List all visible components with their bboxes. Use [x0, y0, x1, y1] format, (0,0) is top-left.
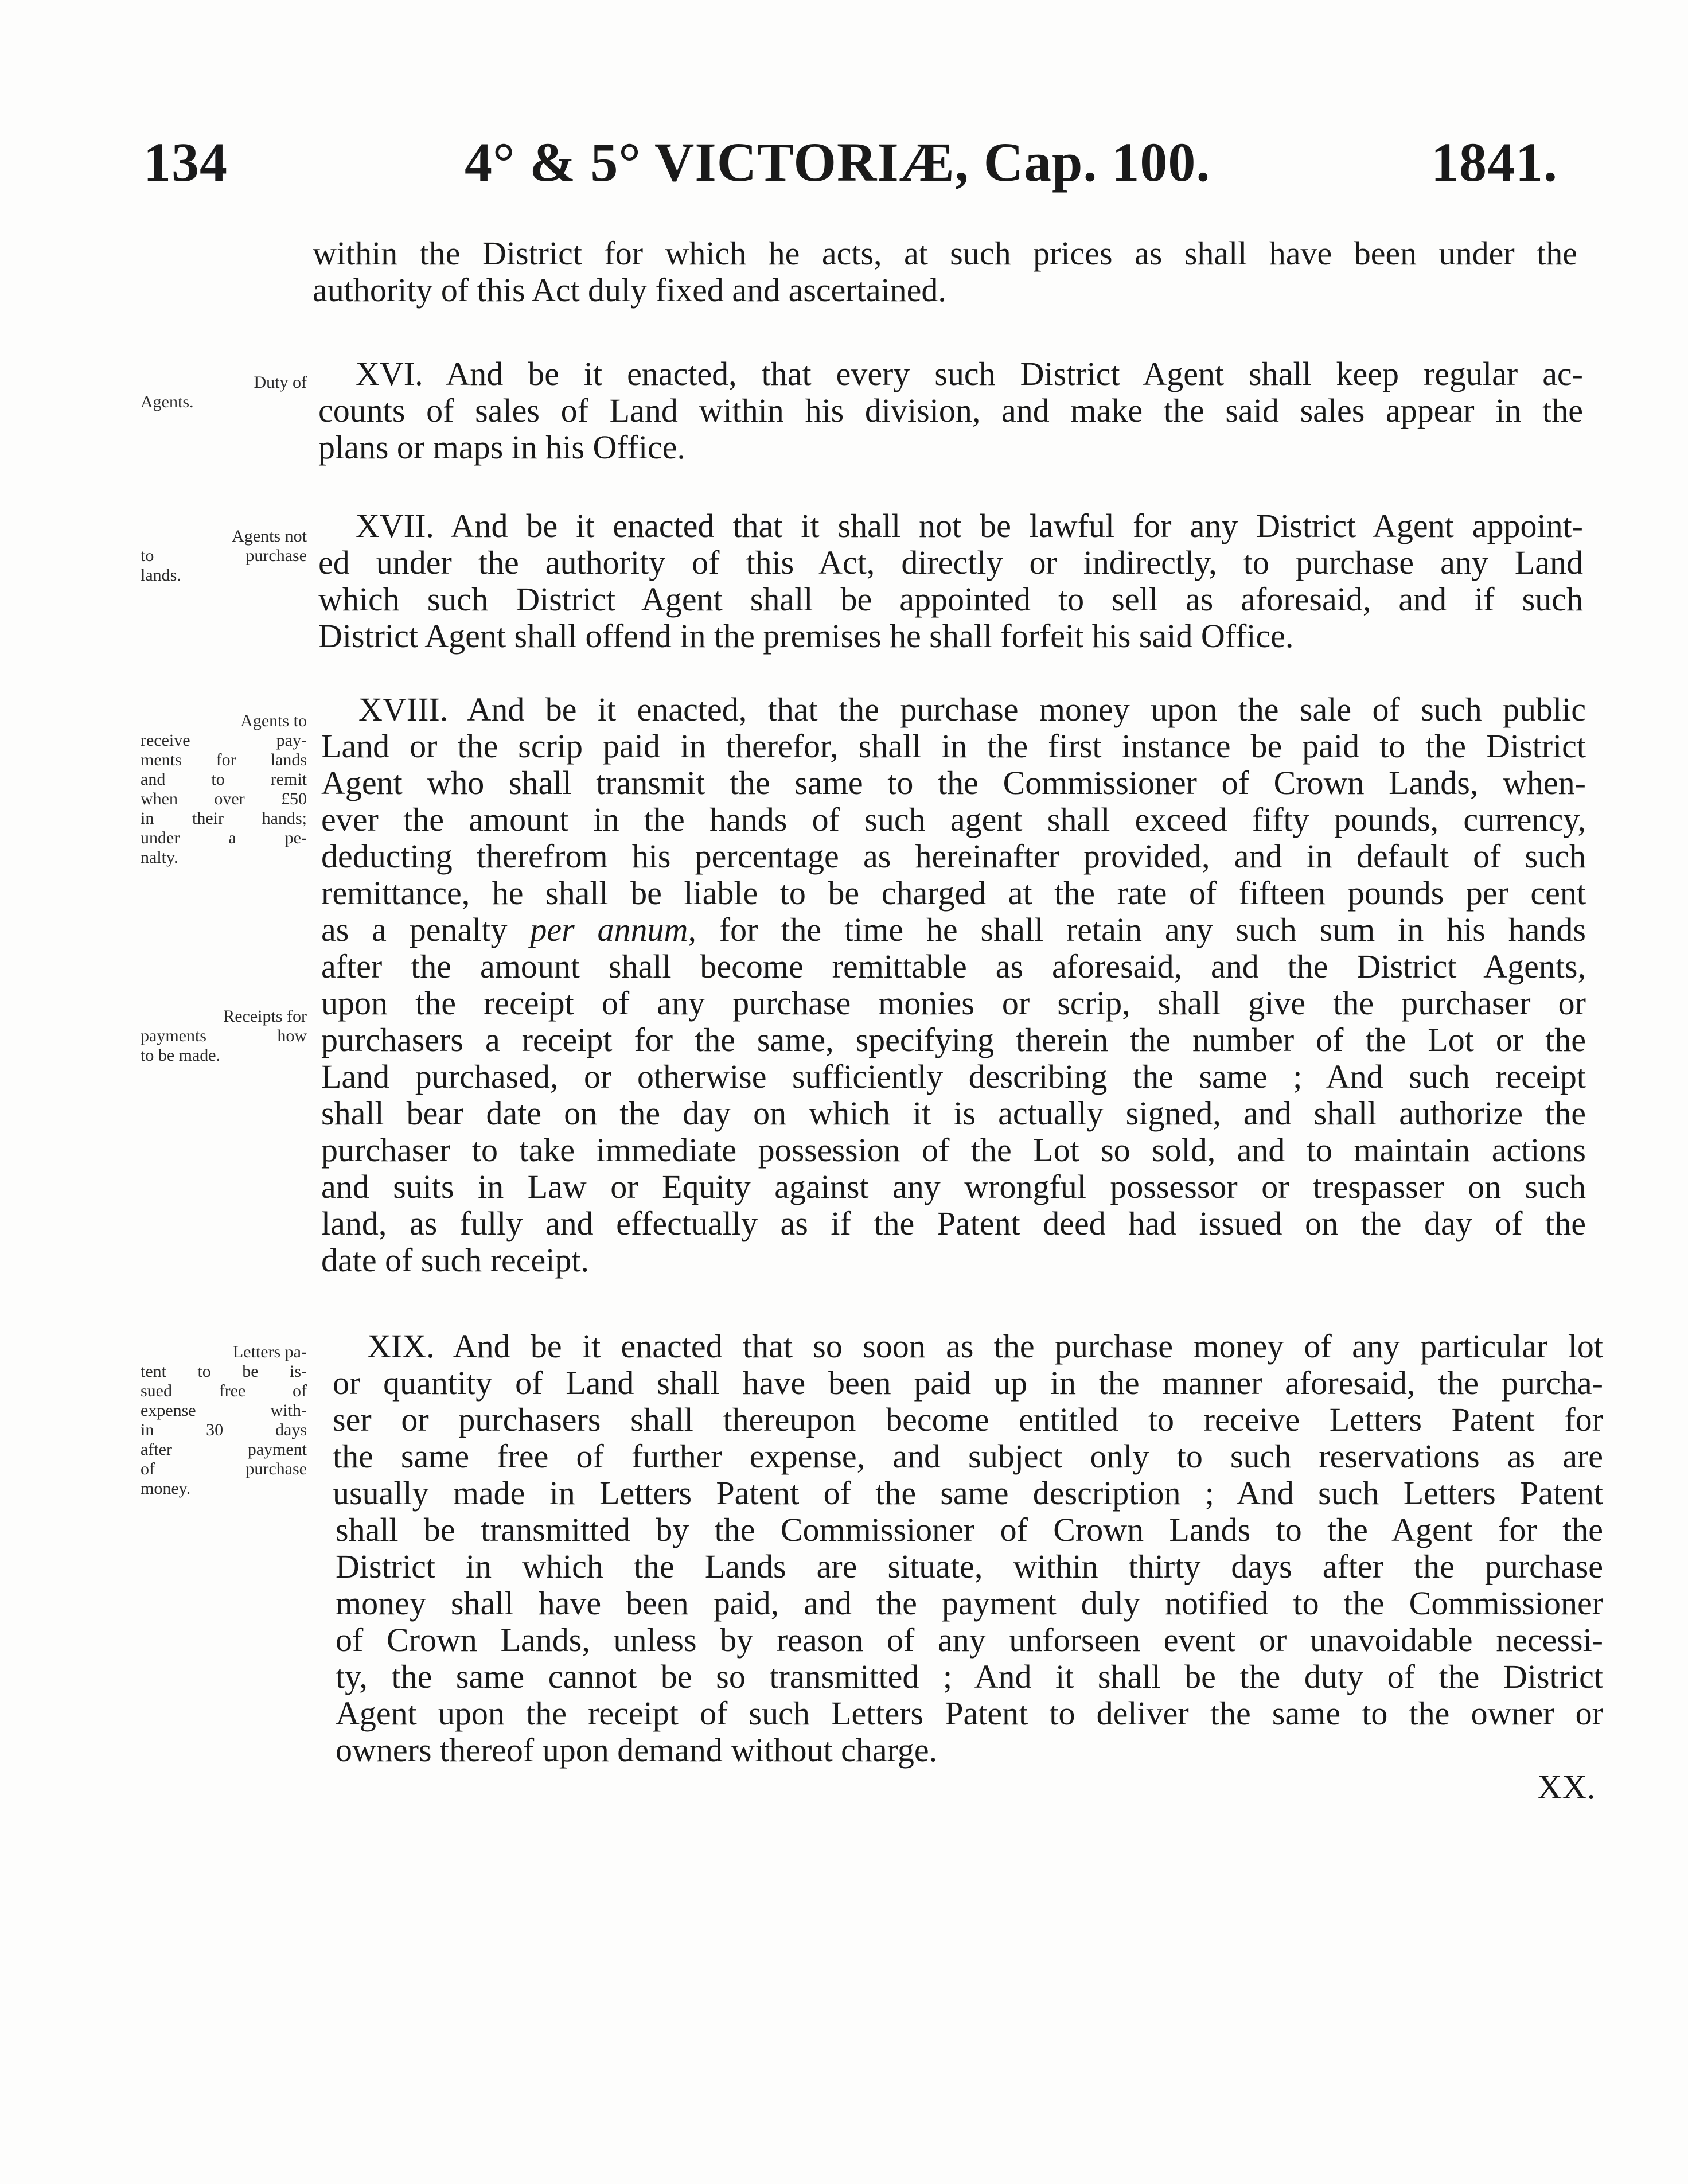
text-line: XVII. And be it enacted that it shall not be lawful for any District Agent appoint- — [356, 507, 1583, 544]
margin-line: to be made. — [141, 1046, 221, 1065]
margin-line: to purchase — [141, 546, 307, 565]
margin-line: expense with- — [141, 1401, 307, 1420]
margin-line: money. — [141, 1479, 191, 1498]
margin-line: receive pay- — [141, 731, 307, 750]
margin-line: Duty of — [254, 373, 307, 392]
text-line: Land purchased, or otherwise sufficiently describing the same ; And such receipt — [321, 1058, 1586, 1095]
margin-note-duty-of-agents — [141, 373, 307, 412]
text-line: purchaser to take immediate possession of the Lot so sold, and to maintain actions — [321, 1131, 1586, 1169]
text-line: District Agent shall offend in the premises he shall forfeit his said Office. — [318, 617, 1294, 655]
section-xvi — [318, 355, 1583, 466]
margin-line: in 30 days — [141, 1420, 307, 1439]
margin-line: Letters pa- — [232, 1342, 307, 1361]
margin-line: in their hands; — [141, 809, 307, 828]
text-line: Land or the scrip paid in therefor, shall in the first instance be paid to the District — [321, 727, 1586, 765]
margin-note-agents-to-receive-payments — [141, 711, 307, 867]
margin-line: after payment — [141, 1440, 307, 1459]
text-line: deducting therefrom his percentage as hereinafter provided, and in default of such — [321, 838, 1586, 875]
text-line: date of such receipt. — [321, 1241, 590, 1279]
margin-line: of purchase — [141, 1459, 307, 1478]
text-line: of Crown Lands, unless by reason of any unforseen event or unavoidable necessi- — [336, 1621, 1603, 1659]
text-line: shall be transmitted by the Commissioner of Crown Lands to the Agent for the — [336, 1511, 1603, 1548]
text-line: remittance, he shall be liable to be charged at the rate of fifteen pounds per cent — [321, 874, 1586, 912]
text-line: XIX. And be it enacted that so soon as the purchase money of any particular lot — [367, 1327, 1603, 1365]
margin-line: and to remit — [141, 770, 307, 789]
opening-paragraph — [313, 235, 1577, 309]
margin-line: payments how — [141, 1026, 307, 1045]
running-year: 1841. — [1431, 131, 1558, 193]
text-line: shall bear date on the day on which it is actually signed, and shall authorize the — [321, 1095, 1586, 1132]
text-line: ty, the same cannot be so transmitted ; And it shall be the duty of the District — [336, 1658, 1603, 1695]
text-line: which such District Agent shall be appointed to sell as aforesaid, and if such — [318, 581, 1583, 618]
page-number: 134 — [143, 131, 228, 193]
text-line: or quantity of Land shall have been paid up in the manner aforesaid, the purcha- — [333, 1364, 1603, 1402]
text-line: land, as fully and effectually as if the Patent deed had issued on the day of the — [321, 1205, 1586, 1242]
text-line: money shall have been paid, and the payment duly notified to the Commissioner — [336, 1585, 1603, 1622]
margin-line: tent to be is- — [141, 1362, 307, 1381]
running-title: 4° & 5° VICTORIÆ, Cap. 100. — [465, 131, 1211, 193]
text-line: ever the amount in the hands of such agent shall exceed fifty pounds, currency, — [321, 801, 1586, 838]
margin-line: under a pe- — [141, 828, 307, 847]
margin-note-receipts-for-payments — [141, 1007, 307, 1065]
text-line: after the amount shall become remittable as aforesaid, and the District Agents, — [321, 948, 1586, 985]
text-line: District in which the Lands are situate, within thirty days after the purchase — [336, 1548, 1603, 1585]
text-line-penalty — [321, 912, 1586, 948]
section-xviii — [321, 691, 1586, 1279]
margin-line: sued free of — [141, 1381, 307, 1400]
text-segment: for the time he shall retain any such sum in his hands — [696, 911, 1586, 948]
text-line: usually made in Letters Patent of the same description ; And such Letters Patent — [333, 1474, 1603, 1512]
section-xix — [333, 1327, 1603, 1769]
text-line: Agent upon the receipt of such Letters Patent to deliver the same to the owner or — [336, 1695, 1603, 1732]
text-line: plans or maps in his Office. — [318, 429, 686, 466]
text-line: the same free of further expense, and subject only to such reservations as are — [333, 1438, 1603, 1475]
margin-line: Agents to — [240, 711, 307, 730]
text-line: ed under the authority of this Act, directly or indirectly, to purchase any Land — [318, 544, 1583, 581]
margin-line: Agents. — [141, 392, 194, 411]
text-segment: as a penalty — [321, 911, 531, 948]
margin-line: when over £50 — [141, 789, 307, 808]
text-line: upon the receipt of any purchase monies or scrip, shall give the purchaser or — [321, 984, 1586, 1022]
text-line: owners thereof upon demand without charge. — [336, 1731, 938, 1769]
margin-line: ments for lands — [141, 750, 307, 769]
margin-note-letters-patent — [141, 1342, 307, 1498]
text-line: XVI. And be it enacted, that every such District Agent shall keep regular ac- — [356, 355, 1583, 392]
margin-line: Agents not — [232, 527, 307, 546]
text-line: authority of this Act duly fixed and ascertained. — [313, 271, 946, 309]
margin-note-agents-not-to-purchase — [141, 527, 307, 585]
text-line: purchasers a receipt for the same, specifying therein the number of the Lot or the — [321, 1021, 1586, 1058]
section-xvii — [318, 507, 1583, 655]
text-line: XVIII. And be it enacted, that the purchase money upon the sale of such public — [358, 691, 1586, 728]
text-line: ser or purchasers shall thereupon become entitled to receive Letters Patent for — [333, 1401, 1603, 1438]
text-line: Agent who shall transmit the same to the Commissioner of Crown Lands, when- — [321, 764, 1586, 801]
text-line: within the District for which he acts, at such prices as shall have been under the — [313, 235, 1577, 272]
italic-phrase: per annum, — [530, 911, 696, 948]
margin-line: Receipts for — [223, 1007, 307, 1026]
text-line: counts of sales of Land within his division, and make the said sales appear in the — [318, 392, 1583, 429]
margin-line: lands. — [141, 566, 181, 585]
catchword: XX. — [1537, 1768, 1596, 1806]
text-line: and suits in Law or Equity against any wrongful possessor or trespasser on such — [321, 1168, 1586, 1205]
margin-line: nalty. — [141, 848, 178, 867]
